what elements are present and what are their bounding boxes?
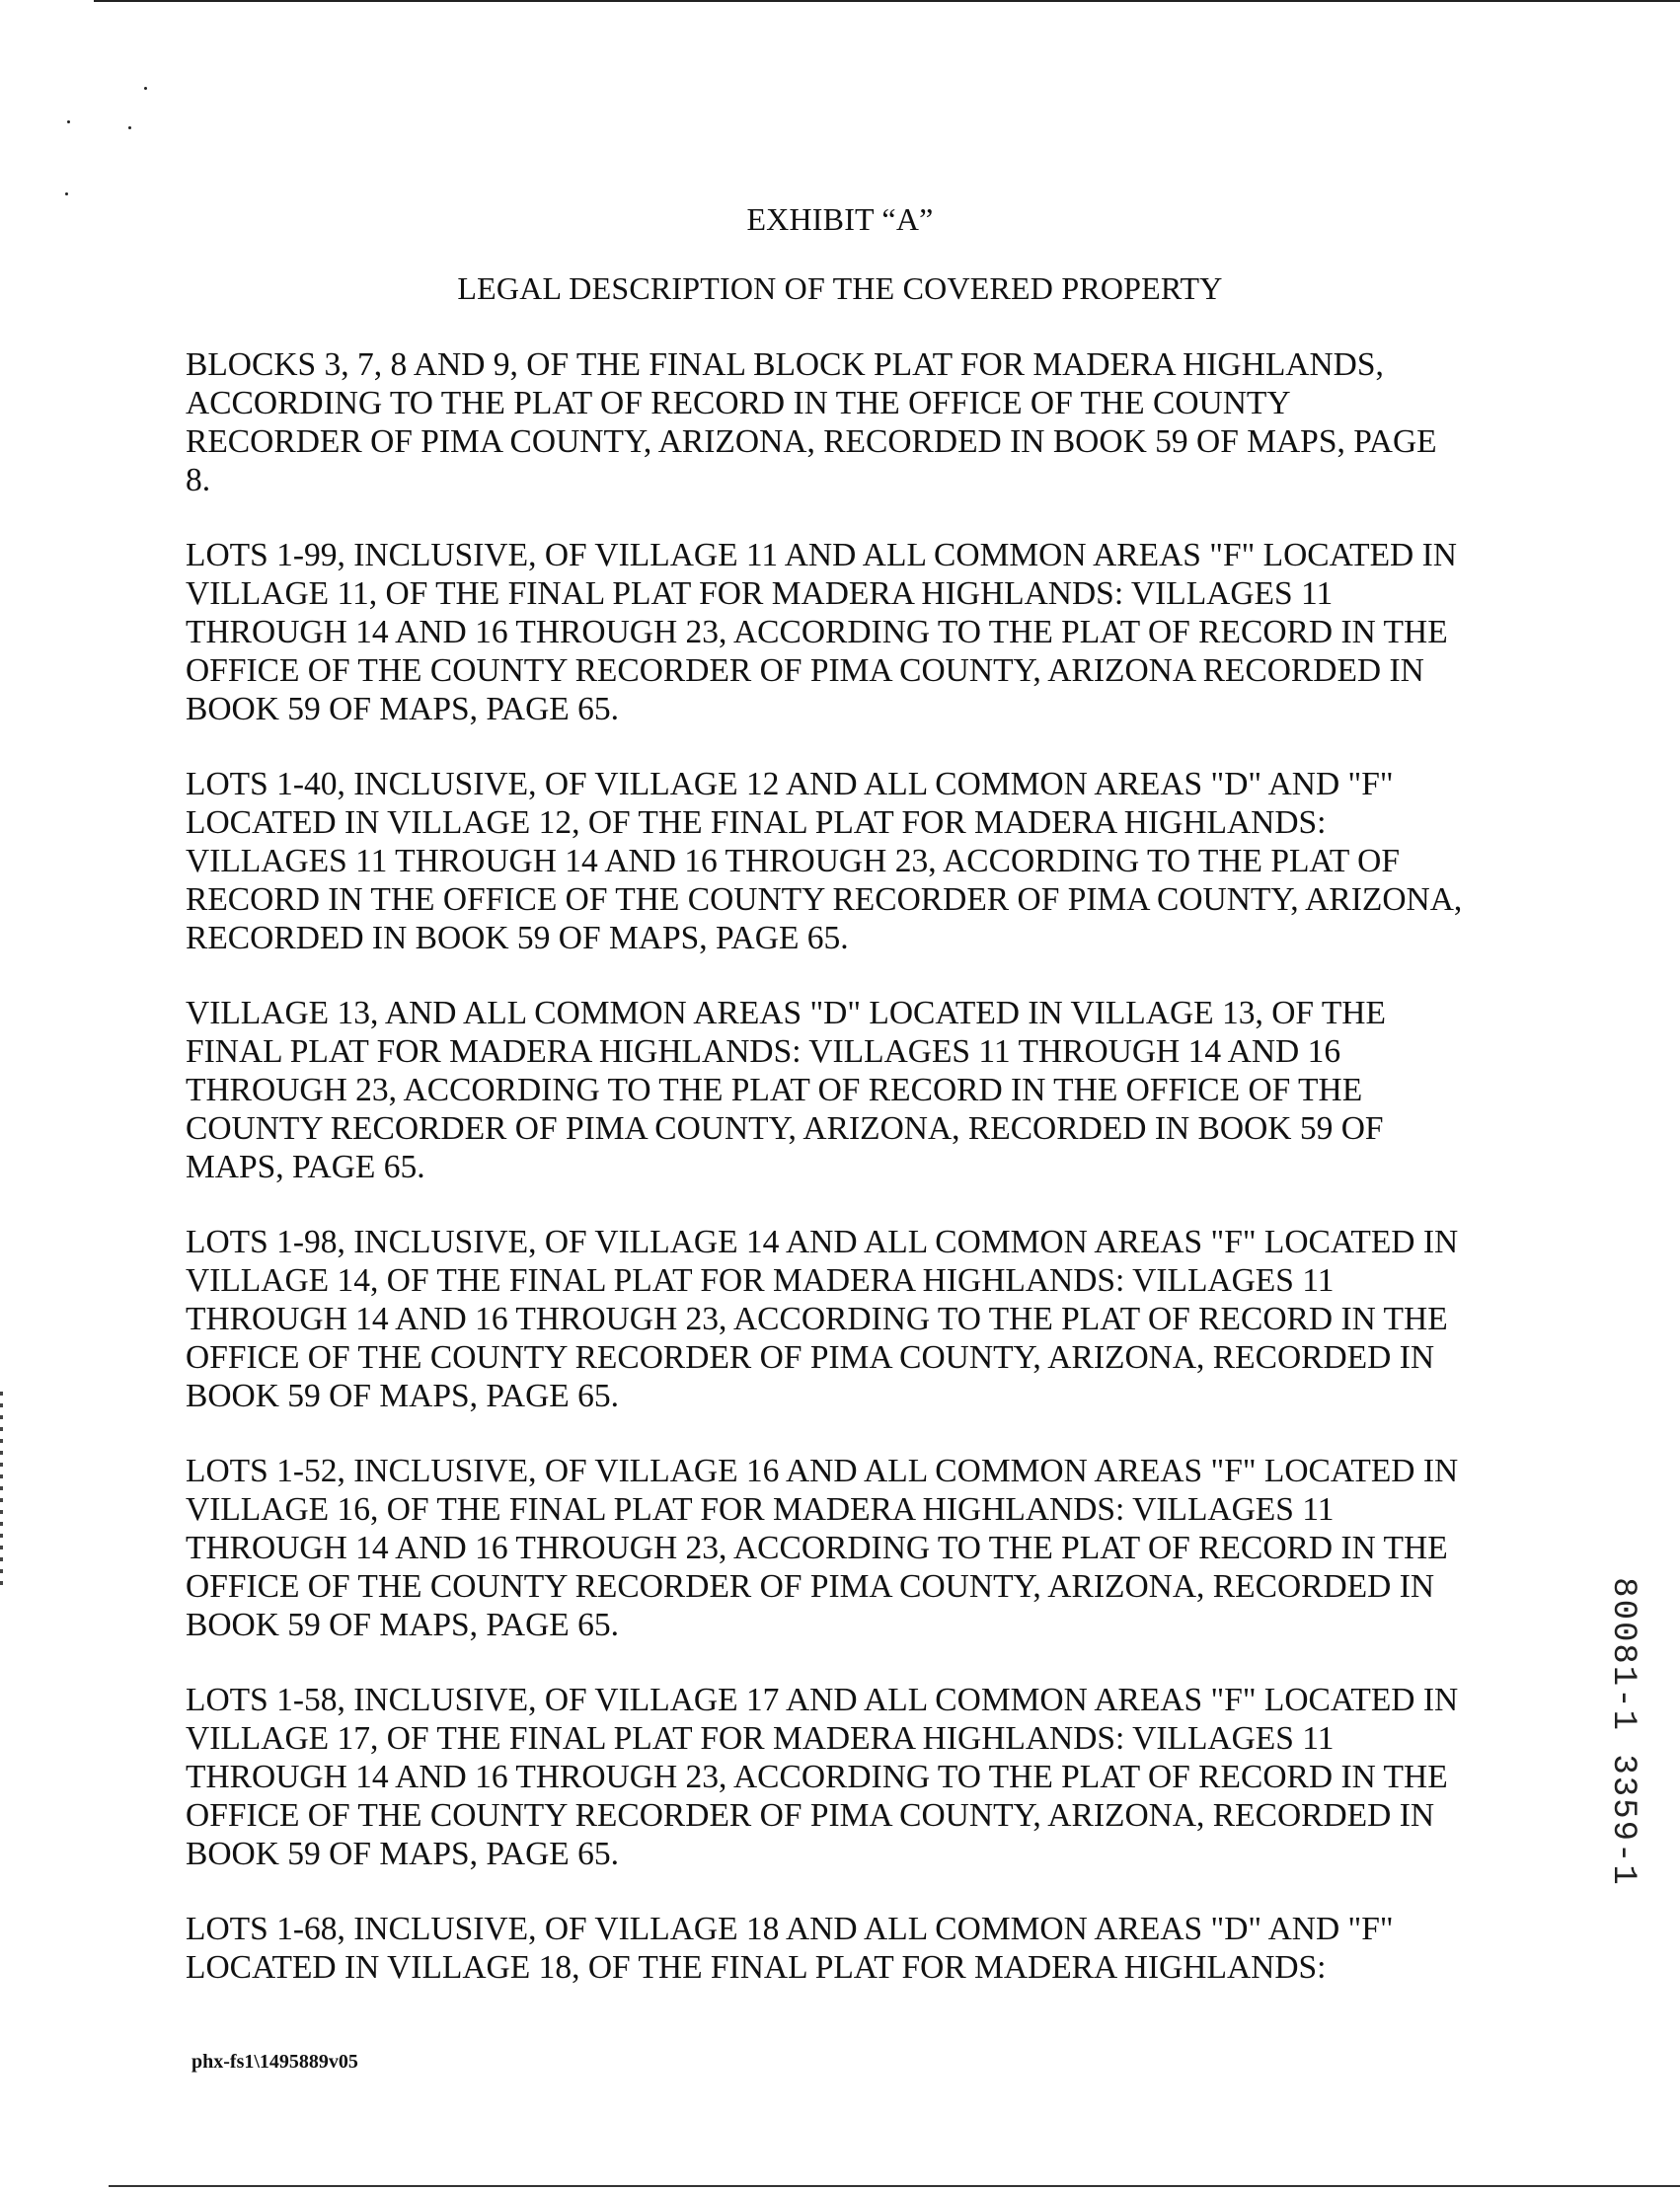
page-top-edge	[94, 0, 1680, 2]
stamp-number: 80081-1 3359-1	[1604, 1577, 1642, 1887]
paragraph-village-14: LOTS 1-98, INCLUSIVE, OF VILLAGE 14 AND ALL COMMON AREAS "F" LOCATED IN VILLAGE 14, OF THE FINAL PLAT FOR MADERA HIGHLANDS: VILLAGES 11 THROUGH 14 AND 16 THROUGH 23, ACCORDING TO THE PLAT OF RECORD IN THE OFFICE OF THE COUNTY RECORDER OF PIMA COUNTY, ARIZONA, RECORDED IN BOOK 59 OF MAPS, PAGE 65.	[186, 1224, 1459, 1414]
paragraph-village-17: LOTS 1-58, INCLUSIVE, OF VILLAGE 17 AND ALL COMMON AREAS "F" LOCATED IN VILLAGE 17, OF THE FINAL PLAT FOR MADERA HIGHLANDS: VILLAGES 11 THROUGH 14 AND 16 THROUGH 23, ACCORDING TO THE PLAT OF RECORD IN THE OFFICE OF THE COUNTY RECORDER OF PIMA COUNTY, ARIZONA, RECORDED IN BOOK 59 OF MAPS, PAGE 65.	[186, 1682, 1459, 1872]
paragraph-blocks: BLOCKS 3, 7, 8 AND 9, OF THE FINAL BLOCK PLAT FOR MADERA HIGHLANDS, ACCORDING TO THE PLAT OF RECORD IN THE OFFICE OF THE COUNTY RECORDER OF PIMA COUNTY, ARIZONA, RECORDED IN BOOK 59 OF MAPS, PAGE 8.	[186, 346, 1437, 498]
legal-description-body	[186, 345, 1508, 2023]
exhibit-title: EXHIBIT “A”	[746, 201, 934, 237]
scan-speck	[128, 126, 131, 129]
paragraph-village-13: VILLAGE 13, AND ALL COMMON AREAS "D" LOCATED IN VILLAGE 13, OF THE FINAL PLAT FOR MADERA HIGHLANDS: VILLAGES 11 THROUGH 14 AND 16 THROUGH 23, ACCORDING TO THE PLAT OF RECORD IN THE OFFICE OF THE COUNTY RECORDER OF PIMA COUNTY, ARIZONA, RECORDED IN BOOK 59 OF MAPS, PAGE 65.	[186, 995, 1386, 1185]
paragraph-village-11: LOTS 1-99, INCLUSIVE, OF VILLAGE 11 AND ALL COMMON AREAS "F" LOCATED IN VILLAGE 11, OF THE FINAL PLAT FOR MADERA HIGHLANDS: VILLAGES 11 THROUGH 14 AND 16 THROUGH 23, ACCORDING TO THE PLAT OF RECORD IN THE OFFICE OF THE COUNTY RECORDER OF PIMA COUNTY, ARIZONA RECORDED IN BOOK 59 OF MAPS, PAGE 65.	[186, 537, 1457, 727]
document-subtitle: LEGAL DESCRIPTION OF THE COVERED PROPERTY	[457, 270, 1223, 306]
paragraph-village-16: LOTS 1-52, INCLUSIVE, OF VILLAGE 16 AND ALL COMMON AREAS "F" LOCATED IN VILLAGE 16, OF THE FINAL PLAT FOR MADERA HIGHLANDS: VILLAGES 11 THROUGH 14 AND 16 THROUGH 23, ACCORDING TO THE PLAT OF RECORD IN THE OFFICE OF THE COUNTY RECORDER OF PIMA COUNTY, ARIZONA, RECORDED IN BOOK 59 OF MAPS, PAGE 65.	[186, 1453, 1459, 1643]
document-id-footer: phx-fs1\1495889v05	[191, 2051, 358, 2073]
paragraph-village-12: LOTS 1-40, INCLUSIVE, OF VILLAGE 12 AND ALL COMMON AREAS "D" AND "F" LOCATED IN VILLAGE 12, OF THE FINAL PLAT FOR MADERA HIGHLANDS: VILLAGES 11 THROUGH 14 AND 16 THROUGH 23, ACCORDING TO THE PLAT OF RECORD IN THE OFFICE OF THE COUNTY RECORDER OF PIMA COUNTY, ARIZONA, RECORDED IN BOOK 59 OF MAPS, PAGE 65.	[186, 766, 1463, 956]
margin-scan-marks	[0, 1392, 3, 1589]
scan-speck	[65, 192, 68, 195]
scan-speck	[67, 120, 70, 123]
page-number-stamp	[1593, 1577, 1652, 1887]
paragraph-village-18: LOTS 1-68, INCLUSIVE, OF VILLAGE 18 AND ALL COMMON AREAS "D" AND "F" LOCATED IN VILLAGE 18, OF THE FINAL PLAT FOR MADERA HIGHLANDS:	[186, 1911, 1394, 1986]
page-bottom-edge	[109, 2185, 1680, 2187]
scan-speck	[144, 87, 147, 90]
